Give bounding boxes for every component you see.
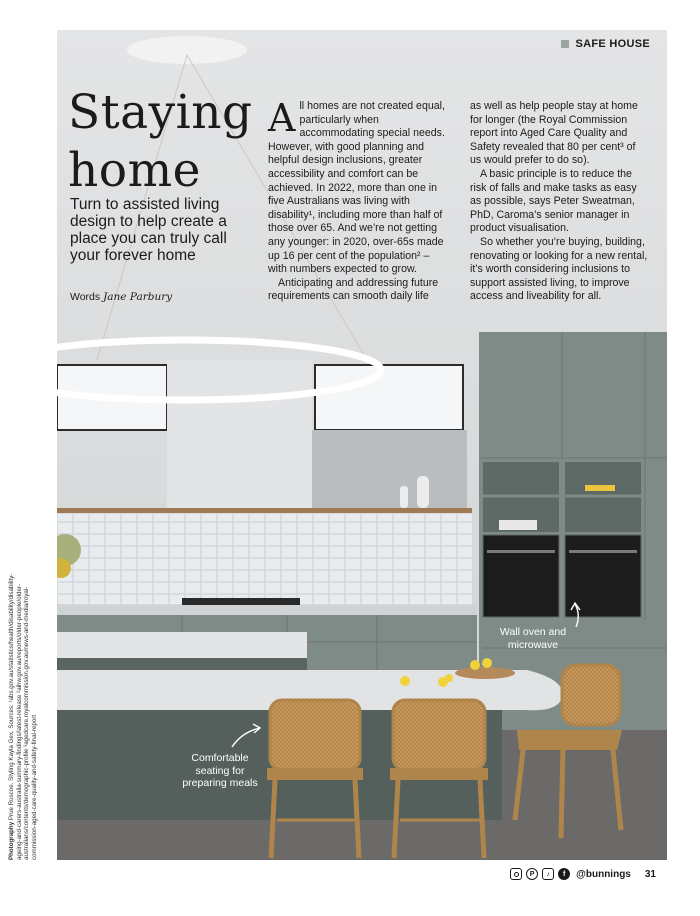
timber-shelf (57, 508, 472, 513)
byline-prefix: Words (70, 291, 101, 303)
body-paragraph-1-text: ll homes are not created equal, particularly when accommodating special needs. However, with good planning and helpful design inclusions, greater accessibility and comfort can be achieved. In 2022, more than one in five Australians was living with disability¹, including more than half of those over 65. And we’re not getting any younger: in 2020, over-65s made up 16 per cent of the population² – with numbers expected to grow. (268, 100, 445, 276)
section-tag (561, 38, 650, 50)
social-handle[interactable]: @bunnings (576, 868, 631, 880)
byline (70, 291, 172, 303)
facebook-icon[interactable]: f (558, 868, 570, 880)
section-tag-square (561, 40, 569, 48)
credits-text: Prue Ruscoe. Styling Kayla Gex. Sources: ¹abs.gov.au/statistics/health/disability/disability-ageing-and-carers-australia-summary-findings/latest-release ²aihw.gov.au/reports/older-people/older-australians/contents/demographic-profile ³agedcare.royalcommission.gov.au/news-and-media/royal-commission-aged-care-quality-and-safety-final-report (8, 573, 38, 860)
byline-author: Jane Parbury (103, 291, 173, 303)
standfirst: Turn to assisted living design to help create a place you can truly call your forever home (70, 196, 227, 264)
credits-label: Photography (8, 821, 15, 860)
section-tag-label: SAFE HOUSE (575, 38, 650, 50)
body-column-1 (268, 96, 446, 304)
headline-line-2: home (68, 143, 201, 198)
drop-cap: A (268, 96, 296, 140)
ceiling-canopy (127, 36, 247, 64)
pinterest-icon[interactable]: P (526, 868, 538, 880)
body-paragraph-1 (268, 96, 446, 277)
body-paragraph-4: A basic principle is to reduce the risk of falls and make tasks as easy as possible, says Peter Sweatman, PhD, Caroma’s senior manager in product visualisation. (470, 167, 637, 235)
body-paragraph-5: So whether you’re buying, building, renovating or looking for a new rental, it’s worth considering inclusions to support assisted living, to improve access and liveability for all. (470, 235, 648, 303)
body-paragraph-3: as well as help people stay at home for longer (the Royal Commission report into Aged Care Quality and Safety revealed that 80 per cent³ of us would prefer to do so). (470, 100, 638, 167)
wall-oven (483, 535, 559, 617)
oven-caption: Wall oven and microwave (499, 626, 567, 651)
headline (68, 84, 253, 200)
body-paragraph-2: Anticipating and addressing future requirements can smooth daily life (268, 276, 439, 303)
body-column-2 (470, 100, 648, 304)
headline-line-1: Staying (68, 85, 253, 140)
tiktok-icon[interactable]: ♪ (542, 868, 554, 880)
page-number: 31 (644, 868, 656, 880)
page-footer (510, 868, 656, 880)
window-right (315, 365, 463, 430)
tiled-splashback (57, 514, 472, 604)
instagram-icon[interactable] (510, 868, 522, 880)
island-bench (57, 632, 307, 658)
photo-credits (8, 560, 38, 860)
seating-caption: Comfortable seating for preparing meals (182, 752, 258, 789)
